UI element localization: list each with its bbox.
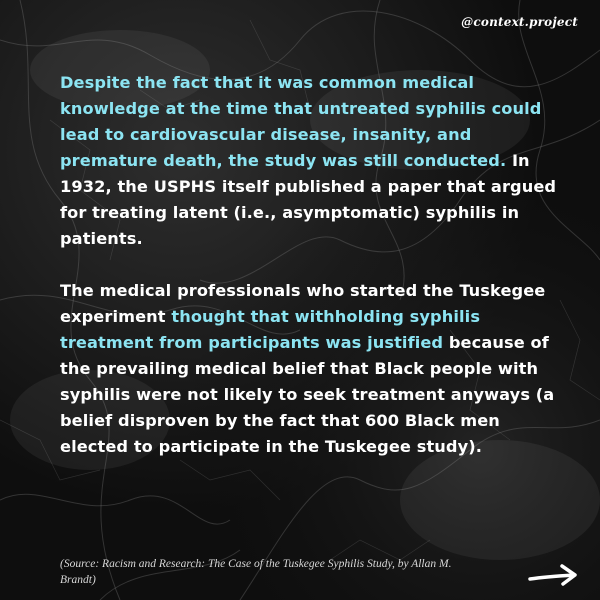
paragraph-2 xyxy=(60,278,560,460)
account-handle: @context.project xyxy=(461,15,578,29)
arrow-right-icon[interactable] xyxy=(528,562,580,590)
paragraph-1-rest: In 1932, the USPHS itself published a paper that argued for treating latent (i.e., asymptomatic) syphilis in patients. xyxy=(60,151,557,248)
paragraph-2-lead: The medical professionals who started the Tuskegee experiment xyxy=(60,281,546,326)
paragraph-2-rest: because of the prevailing medical belief that Black people with syphilis were not likely to seek treatment anyways (a belief disproven by the fact that 600 Black men elected to participate in the Tuskegee study). xyxy=(60,333,555,456)
source-citation: (Source: Racism and Research: The Case of the Tuskegee Syphilis Study, by Allan M. Brandt) xyxy=(60,558,452,586)
paragraph-1-highlight: Despite the fact that it was common medical knowledge at the time that untreated syphilis could lead to cardiovascular disease, insanity, and premature death, the study was still conducted. xyxy=(60,73,542,170)
paragraph-1 xyxy=(60,70,560,252)
slide-body xyxy=(60,70,560,486)
paragraph-2-highlight: thought that withholding syphilis treatment from participants was justified xyxy=(60,307,481,352)
